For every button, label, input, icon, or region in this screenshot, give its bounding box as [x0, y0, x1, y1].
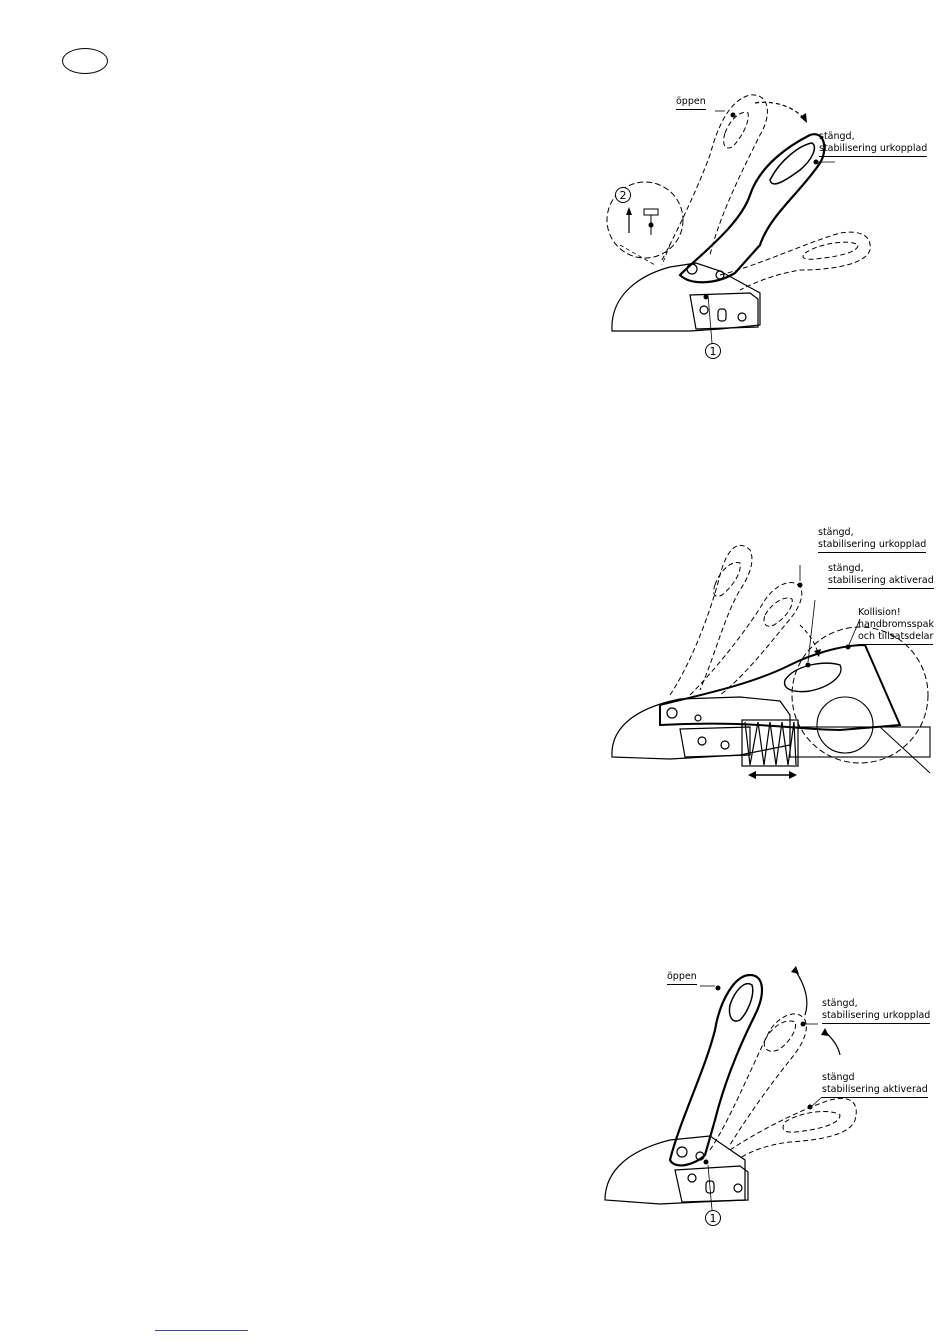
- brake-wheel: [817, 697, 873, 753]
- coupling-body: [612, 263, 760, 331]
- footer-link-underline[interactable]: [155, 1330, 248, 1331]
- figure-1-coupling-handle-positions: [600, 85, 950, 375]
- collision-circle: [792, 627, 928, 763]
- label-closed-active-line2: stabilisering aktiverad: [822, 1084, 928, 1098]
- handle-open: [670, 975, 762, 1165]
- figure-3-coupling-handle-positions: [600, 960, 950, 1230]
- label-closed-line2: stabilisering urkopplad: [819, 143, 927, 157]
- label-closed-active-line2: stabilisering aktiverad: [828, 575, 934, 589]
- motion-arrow: [755, 102, 805, 120]
- label-collision-line1: Kollision!: [858, 607, 901, 618]
- marker-1: 1: [705, 1210, 721, 1226]
- marker-2: 2: [615, 187, 631, 203]
- handle-closed-active: [660, 645, 900, 730]
- drawbar: [790, 727, 930, 757]
- label-collision-line2: handbromsspak: [858, 619, 934, 630]
- label-closed-active-line1: stängd: [822, 1072, 855, 1083]
- label-closed-line1: stängd,: [819, 131, 855, 142]
- label-closed-disengaged-line2: stabilisering urkopplad: [818, 539, 926, 553]
- label-closed-disengaged-line1: stängd,: [822, 998, 858, 1009]
- label-closed-active-line1: stängd,: [828, 563, 864, 574]
- language-badge: [62, 48, 108, 74]
- label-closed-disengaged-line1: stängd,: [818, 527, 854, 538]
- safety-pin: [644, 209, 658, 215]
- handle-lowered-ghost: [720, 232, 870, 290]
- label-collision-line3: och tillsatsdelar: [858, 631, 933, 645]
- label-open: öppen: [667, 971, 697, 985]
- handle-ghost-positions: [670, 545, 802, 695]
- label-open: öppen: [676, 96, 706, 110]
- handle-open-ghost: [662, 95, 767, 260]
- figure-2-collision-diagram: [600, 515, 950, 790]
- marker-1: 1: [705, 343, 721, 359]
- label-closed-disengaged-line2: stabilisering urkopplad: [822, 1010, 930, 1024]
- handle-closed: [680, 134, 824, 282]
